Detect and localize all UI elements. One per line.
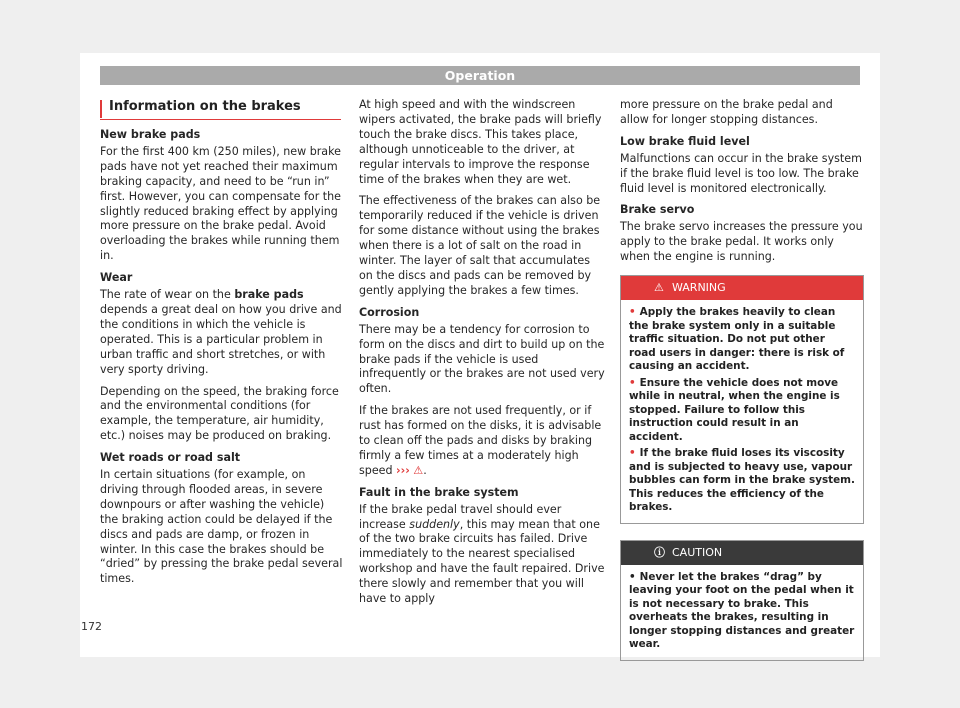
paragraph-text: Malfunctions can occur in the brake system if the brake fluid level is too low. The brake fluid level is monitored electronically. xyxy=(620,151,862,195)
warning-header xyxy=(621,276,863,300)
paragraph xyxy=(100,468,344,587)
paragraph xyxy=(100,385,344,445)
paragraph xyxy=(359,404,605,479)
column-2 xyxy=(359,98,605,614)
paragraph-text: The brake servo increases the pressure you apply to the brake pedal. It works only when the engine is running. xyxy=(620,220,863,264)
column-3 xyxy=(620,98,864,661)
paragraph xyxy=(359,194,605,298)
paragraph xyxy=(620,152,864,197)
warning-body xyxy=(621,300,863,523)
caution-body xyxy=(621,565,863,660)
paragraph-end: . xyxy=(423,463,427,477)
paragraph-text: There may be a tendency for corrosion to form on the discs and dirt to build up on the brake pads if the vehicle is used infrequently or the brakes are not used very often. xyxy=(359,322,605,396)
paragraph-text: For the first 400 km (250 miles), new brake pads have not yet reached their maximum braking capacity, and need to be “run in” first. However, you can compensate for the slightly reduced braking effect by applying more pressure on the brake pedal. Avoid overloading the brakes while running them in. xyxy=(100,144,341,263)
bullet-icon: • xyxy=(629,447,636,460)
paragraph xyxy=(620,98,864,128)
paragraph xyxy=(620,220,864,265)
emphasis-bold: brake pads xyxy=(234,288,304,302)
emphasis-italic: suddenly xyxy=(409,517,460,531)
bullet-icon: • xyxy=(629,306,636,319)
paragraph-text: If the brakes are not used frequently, or if rust has formed on the disks, it is advisable to clean off the pads and disks by braking firmly a few times at a moderately high speed xyxy=(359,404,602,477)
warning-box xyxy=(620,275,864,524)
column-1 xyxy=(100,128,344,594)
subheading: Fault in the brake system xyxy=(359,485,519,499)
caution-title: CAUTION xyxy=(672,545,723,559)
warning-item: • Ensure the vehicle does not move while in neutral, when the engine is stopped. Failure to follow this instruction could result in an accident. xyxy=(629,376,840,443)
section-accent-bar xyxy=(100,100,102,118)
warning-title: WARNING xyxy=(672,281,726,295)
warning-triangle-icon: ⚠ xyxy=(413,463,424,477)
page-header: Operation xyxy=(100,66,860,85)
caution-header xyxy=(621,541,863,565)
paragraph-text: In certain situations (for example, on driving through flooded areas, in severe downpours or after washing the vehicle) the braking action could be delayed if the discs and pads are damp, or frozen in winter. In this case the brakes should be “dried” by pressing the brake pedal several times. xyxy=(100,468,343,586)
column-3-text xyxy=(620,98,864,265)
caution-info-icon: ⓘ xyxy=(654,545,665,559)
paragraph-text: The rate of wear on the xyxy=(100,288,235,302)
subheading: Brake servo xyxy=(620,203,695,217)
paragraph-text: If the brake pedal travel should ever increase xyxy=(359,502,562,531)
section-underline xyxy=(100,119,341,120)
warning-item: • If the brake fluid loses its viscosity and is subjected to heavy use, vapour bubbles can form in the brake system. This reduces the efficiency of the brakes. xyxy=(629,447,855,514)
warning-triangle-icon: ⚠ xyxy=(654,281,664,295)
page-number: 172 xyxy=(81,620,102,633)
paragraph-text: more pressure on the brake pedal and allow for longer stopping distances. xyxy=(620,98,833,126)
subheading: Low brake fluid level xyxy=(620,134,750,148)
subheading: New brake pads xyxy=(100,128,201,141)
paragraph xyxy=(100,288,344,377)
subheading: Wet roads or road salt xyxy=(100,451,241,465)
cross-reference-arrows-icon: ››› xyxy=(396,463,410,477)
paragraph-text: depends a great deal on how you drive and the conditions in which the vehicle is operated. This is a particular problem in urban traffic and short stretches, or with very sporty driving. xyxy=(100,302,342,376)
section-heading xyxy=(100,98,341,120)
caution-item: • Never let the brakes “drag” by leaving your foot on the pedal when it is not necessary to brake. This overheats the brakes, resulting in longer stopping distances and greater wear. xyxy=(629,570,855,651)
paragraph xyxy=(359,98,605,187)
subheading: Wear xyxy=(100,271,133,285)
subheading: Corrosion xyxy=(359,305,420,319)
warning-item: • Apply the brakes heavily to clean the brake system only in a suitable traffic situation. Do not put other road users in danger: there is risk of causing an accident. xyxy=(629,306,845,373)
paragraph xyxy=(359,323,605,398)
paragraph-text: , this may mean that one of the two brake circuits has failed. Drive immediately to the nearest specialised workshop and have the fault repaired. Drive there slowly and remember that you will have to apply xyxy=(359,517,605,606)
paragraph-text: At high speed and with the windscreen wipers activated, the brake pads will briefly touch the brake discs. This takes place, although unnoticeable to the driver, at regular intervals to improve the response time of the brakes when they are wet. xyxy=(359,98,602,186)
paragraph-text: Depending on the speed, the braking force and the environmental conditions (for example, the temperature, air humidity, etc.) noises may be produced on braking. xyxy=(100,384,339,443)
caution-box xyxy=(620,540,864,661)
bullet-icon: • xyxy=(629,376,636,389)
manual-page xyxy=(80,53,880,657)
paragraph-text: The effectiveness of the brakes can also be temporarily reduced if the vehicle is driven for some distance without using the brakes when there is a lot of salt on the road in winter. The layer of salt that accumulates on the discs and pads can be removed by gently applying the brakes a few times. xyxy=(359,194,601,297)
bullet-icon: • xyxy=(629,570,636,583)
paragraph xyxy=(100,145,344,264)
section-title: Information on the brakes xyxy=(109,99,301,114)
paragraph xyxy=(359,503,605,607)
